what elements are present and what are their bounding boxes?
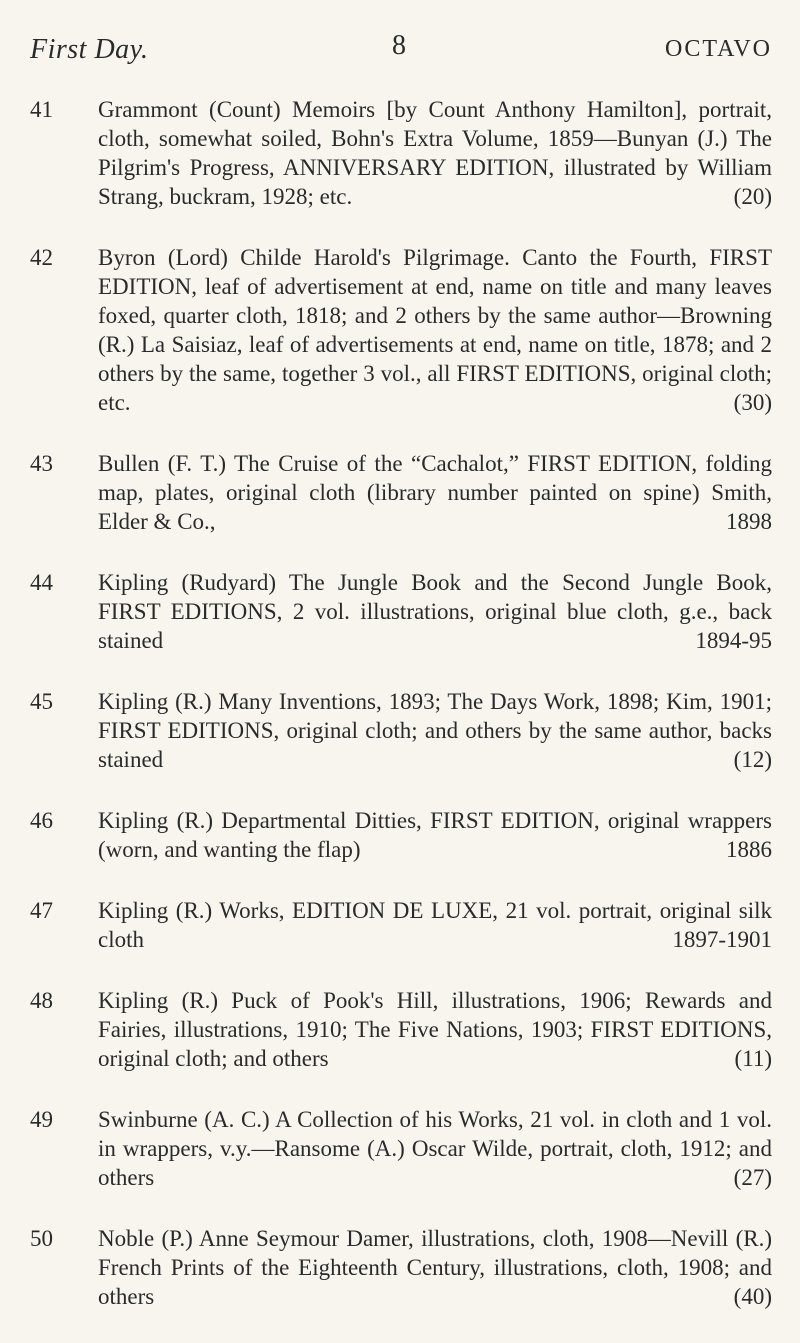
format-heading: OCTAVO [665,36,772,62]
lot-price: (40) [733,1284,772,1309]
lot-description: Byron (Lord) Childe Harold's Pilgrimage. Canto the Fourth, FIRST EDITION, leaf of advertisement at end, name on title and many leaves foxed, quarter cloth, 1818; and 2 others by the same author—Browning (R.) La Saisiaz, leaf of advertisements at end, name on title, 1878; and 2 others by the same, together 3 vol., all FIRST EDITIONS, original cloth; etc. (30) [98,245,772,415]
lot-price: (30) [733,390,772,415]
lot-list [0,95,800,1343]
lot-item [0,243,800,417]
lot-item [0,896,800,954]
lot-item [0,95,800,211]
lot-item [0,568,800,655]
lot-description: Bullen (F. T.) The Cruise of the “Cachalot,” FIRST EDITION, folding map, plates, original cloth (library number painted on spine) Smith, Elder & Co., 1898 [98,451,772,534]
lot-price: 1886 [726,837,772,862]
page-number: 8 [392,30,406,61]
lot-description: Kipling (R.) Many Inventions, 1893; The Days Work, 1898; Kim, 1901; FIRST EDITIONS, original cloth; and others by the same author, backs stained (12) [98,689,772,772]
lot-price: 1897-1901 [672,927,772,952]
lot-number: 42 [30,245,53,270]
lot-price: (12) [733,747,772,772]
lot-price: (20) [733,184,772,209]
lot-price: (27) [733,1165,772,1190]
lot-number: 43 [30,451,53,476]
lot-item [0,1105,800,1192]
lot-item [0,449,800,536]
lot-description: Swinburne (A. C.) A Collection of his Works, 21 vol. in cloth and 1 vol. in wrappers, v.y.—Ransome (A.) Oscar Wilde, portrait, cloth, 1912; and others (27) [98,1107,772,1190]
lot-description: Grammont (Count) Memoirs [by Count Anthony Hamilton], portrait, cloth, somewhat soiled, Bohn's Extra Volume, 1859—Bunyan (J.) The Pilgrim's Progress, ANNIVERSARY EDITION, illustrated by William Strang, buckram, 1928; etc. (20) [98,97,772,209]
lot-description: Kipling (R.) Departmental Ditties, FIRST EDITION, original wrappers (worn, and wanting the flap) 1886 [98,808,772,862]
lot-number: 47 [30,898,53,923]
lot-price: (11) [734,1046,772,1071]
lot-number: 48 [30,988,53,1013]
lot-price: 1894-95 [695,628,772,653]
lot-item [0,687,800,774]
lot-description: Kipling (Rudyard) The Jungle Book and the Second Jungle Book, FIRST EDITIONS, 2 vol. illustrations, original blue cloth, g.e., back stained 1894-95 [98,570,772,653]
day-heading: First Day. [30,34,149,65]
lot-item [0,806,800,864]
lot-item [0,1224,800,1311]
lot-number: 41 [30,97,53,122]
lot-description: Noble (P.) Anne Seymour Damer, illustrations, cloth, 1908—Nevill (R.) French Prints of the Eighteenth Century, illustrations, cloth, 1908; and others (40) [98,1226,772,1309]
page-header [0,0,800,65]
lot-number: 44 [30,570,53,595]
lot-number: 46 [30,808,53,833]
lot-item [0,986,800,1073]
lot-description: Kipling (R.) Works, EDITION DE LUXE, 21 vol. portrait, original silk cloth 1897-1901 [98,898,772,952]
lot-number: 49 [30,1107,53,1132]
lot-number: 50 [30,1226,53,1251]
lot-number: 45 [30,689,53,714]
lot-price: 1898 [726,509,772,534]
lot-description: Kipling (R.) Puck of Pook's Hill, illustrations, 1906; Rewards and Fairies, illustrations, 1910; The Five Nations, 1903; FIRST EDITIONS, original cloth; and others (11) [98,988,772,1071]
